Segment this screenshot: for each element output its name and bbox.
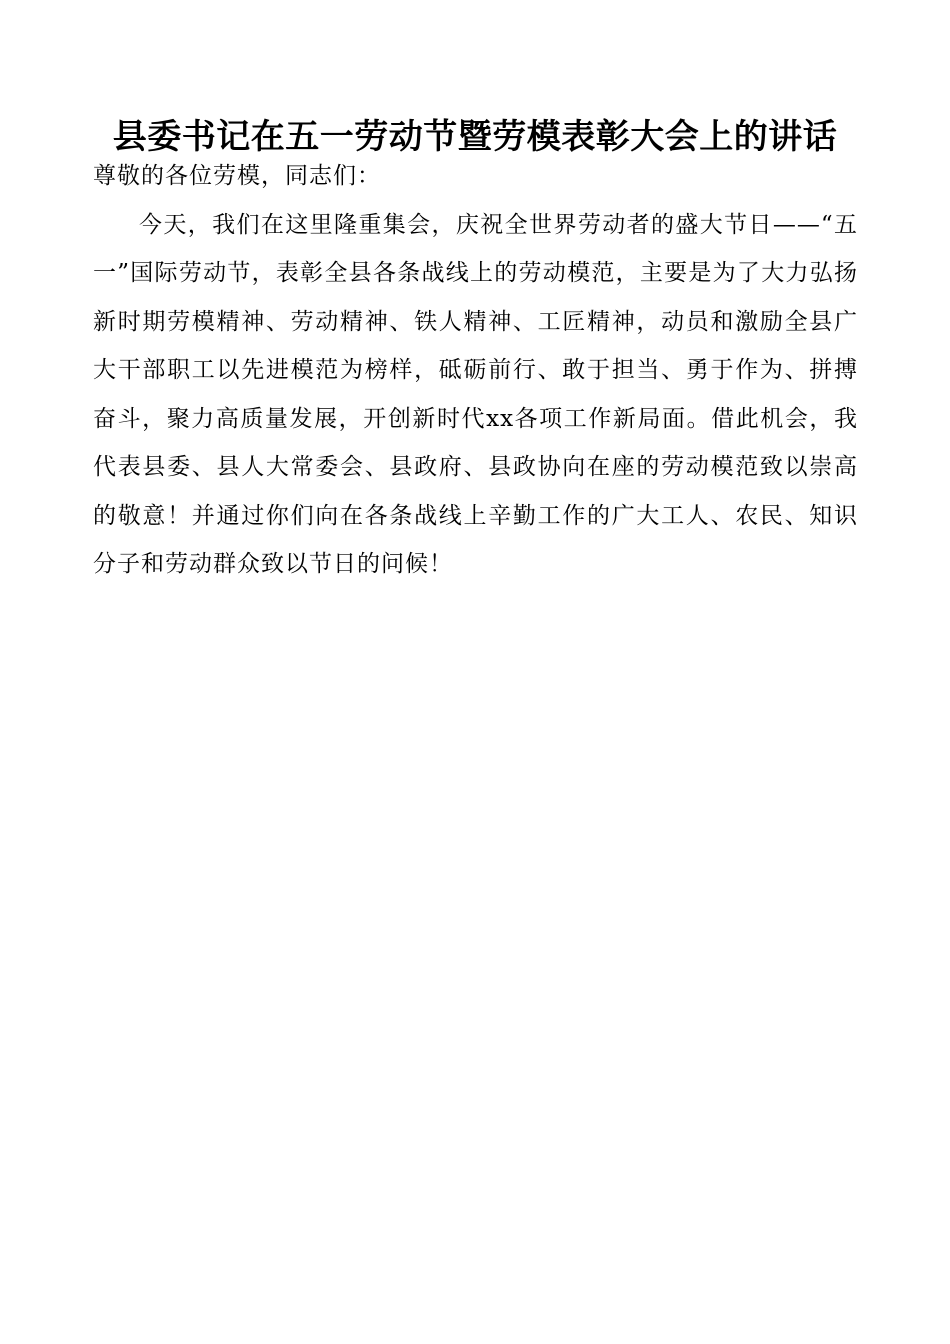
document-body — [93, 152, 858, 589]
paragraph-1: 今天，我们在这里隆重集会，庆祝全世界劳动者的盛大节日——“五一”国际劳动节，表彰全县各条战线上的劳动模范，主要是为了大力弘扬新时期劳模精神、劳动精神、铁人精神、工匠精神，动员和激励全县广大干部职工以先进模范为榜样，砥砺前行、敢于担当、勇于作为、拼搏奋斗，聚力高质量发展，开创新时代xx各项工作新局面。借此机会，我代表县委、县人大常委会、县政府、县政协向在座的劳动模范致以崇高的敬意！并通过你们向在各条战线上辛勤工作的广大工人、农民、知识分子和劳动群众致以节日的问候！ — [93, 211, 858, 577]
document-title: 县委书记在五一劳动节暨劳模表彰大会上的讲话 — [112, 117, 838, 157]
salutation: 尊敬的各位劳模，同志们： — [93, 163, 381, 189]
